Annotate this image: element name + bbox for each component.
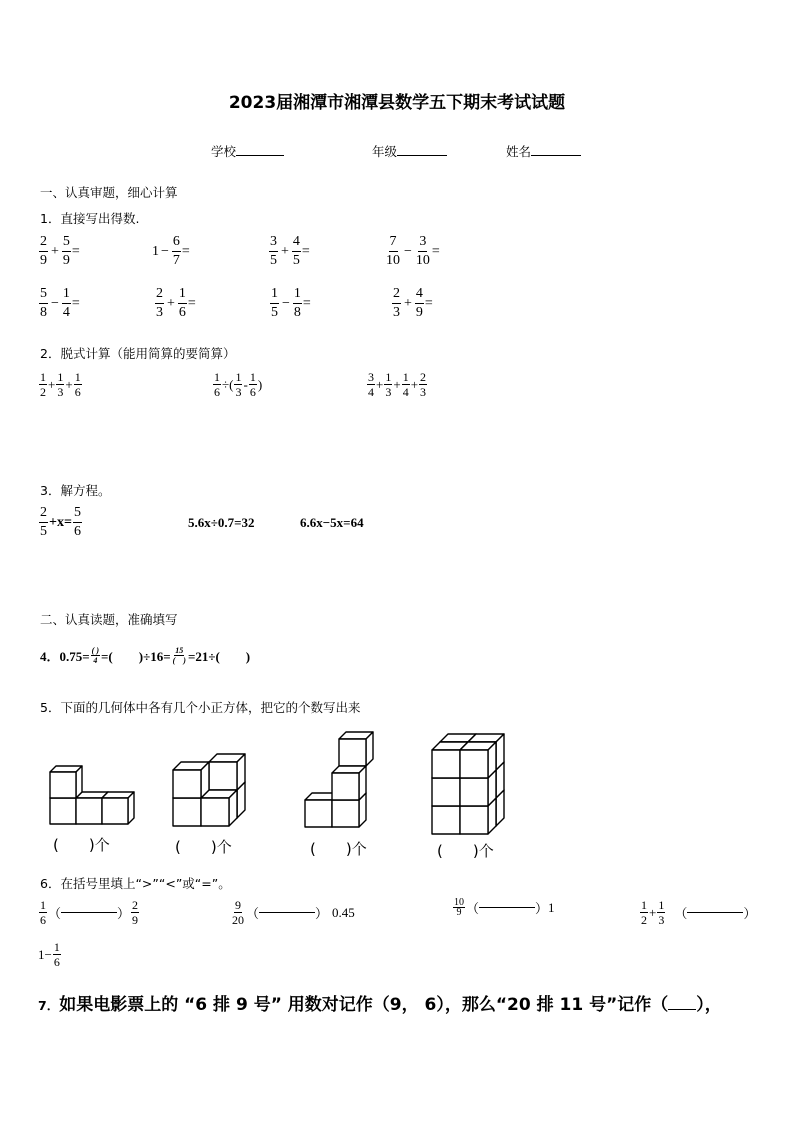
q7 [38, 990, 722, 1015]
equals: = [301, 243, 310, 259]
frac-den: 3 [57, 385, 64, 399]
q7-text: 如果电影票上的 “6 排 9 号” 用数对记作（9， 6），那么“20 排 11 号”记作（ [59, 995, 669, 1015]
q3-label: 3．解方程。 [40, 483, 111, 498]
cube-figure-1-cube [102, 792, 134, 824]
q4-middle: =( )÷16= [101, 649, 171, 664]
frac-den: 5 [40, 524, 47, 539]
q4-tail: =21÷( ) [187, 649, 251, 664]
open-paren: （ [466, 901, 480, 916]
frac-num: 1 [40, 898, 46, 912]
frac-den: 4 [368, 385, 374, 399]
frac-num: 1 [270, 285, 279, 304]
frac-num: 1 [62, 285, 71, 304]
frac-num: 1 [249, 370, 256, 384]
q6-answer-4[interactable] [687, 912, 743, 913]
cube-figure-4 [432, 734, 504, 834]
frac-den: 2 [641, 913, 647, 927]
frac-num: 1 [293, 285, 302, 304]
frac-num: 4 [292, 233, 301, 252]
q5-caption-2[interactable]: ( )个 [175, 838, 232, 856]
cube-figure-1-cube [50, 766, 82, 798]
q7-answer[interactable] [668, 1009, 696, 1010]
q5-caption-3[interactable]: ( )个 [310, 840, 367, 858]
frac-num: 6 [172, 233, 181, 252]
operator: + [649, 904, 657, 920]
frac-num: 2 [132, 898, 139, 912]
frac-num: ( ) [91, 646, 99, 655]
q4-label: 4．0.75= [40, 649, 90, 664]
frac-den: 3 [385, 385, 392, 399]
open-paren: （ [48, 906, 62, 921]
cube-figure-2-cube [201, 790, 237, 826]
frac-den: 6 [40, 913, 46, 927]
q7-close: ）， [696, 995, 722, 1015]
frac-den: 8 [293, 305, 301, 320]
cube-figure-3 [305, 732, 373, 827]
frac-num: 7 [389, 233, 398, 252]
equals: = [71, 243, 80, 259]
frac-den: 9 [456, 907, 462, 918]
frac-num: 1 [641, 898, 647, 912]
q6-answer-3[interactable] [479, 907, 535, 908]
q2-label: 2．脱式计算（能用简算的要简算） [40, 346, 236, 361]
close-paren: ） [315, 906, 329, 921]
open-paren: （ [246, 906, 260, 921]
frac-den: 6 [249, 385, 256, 399]
close-paren: ） [743, 906, 757, 921]
close-paren: ) [257, 376, 263, 392]
frac-num: 9 [235, 898, 241, 912]
whole-number: 1 [152, 243, 159, 259]
name-label: 姓名 [506, 144, 532, 159]
close-paren: ） [535, 901, 549, 916]
frac-den: 4 [402, 385, 409, 399]
frac-den: 8 [40, 305, 47, 320]
operator: − [161, 243, 169, 259]
frac-num: 1 [214, 370, 220, 384]
cube-figure-4-cube [460, 742, 496, 778]
frac-den: 5 [292, 253, 300, 268]
operator: + [51, 243, 59, 259]
frac-num: 1 [53, 940, 60, 954]
frac-den: 3 [235, 385, 242, 399]
operator: + [376, 376, 384, 392]
operator: + [48, 376, 56, 392]
frac-den: 9 [62, 253, 70, 268]
equals: = [431, 243, 440, 259]
frac-den: 6 [53, 955, 60, 969]
frac-den: 7 [172, 253, 180, 268]
frac-den: 3 [156, 305, 163, 320]
frac-den: 6 [73, 524, 81, 539]
frac-num: 2 [392, 285, 401, 304]
operator: + [410, 376, 419, 392]
operator: - [243, 376, 248, 392]
frac-den: 3 [658, 913, 665, 927]
frac-den: 20 [232, 913, 244, 927]
page-title: 2023届湘潭市湘潭县数学五下期末考试试题 [228, 93, 566, 113]
frac-den: 10 [415, 253, 430, 268]
q5-caption-4[interactable]: ( )个 [437, 842, 494, 860]
frac-den: 5 [270, 253, 277, 268]
frac-num: 1 [385, 370, 392, 384]
frac-den: 9 [40, 253, 47, 268]
frac-num: 1 [57, 370, 64, 384]
frac-num: 15 [175, 646, 184, 655]
equation-middle: +x= [49, 514, 72, 530]
frac-num: 1 [235, 370, 242, 384]
q3-equation-3: 6.6x−5x=64 [300, 515, 364, 530]
q5-caption-1[interactable]: ( )个 [53, 836, 110, 854]
q7-number: 7． [38, 998, 60, 1013]
equals: = [187, 295, 196, 311]
frac-den: 4 [62, 305, 70, 320]
grade-label: 年级 [372, 144, 398, 159]
q6-answer-2[interactable] [259, 912, 315, 913]
operator: + [393, 376, 401, 392]
frac-num: 2 [39, 233, 48, 252]
equals: = [424, 295, 433, 311]
compare-value: 1 [548, 899, 555, 915]
q6-label: 6．在括号里填上“>”“<”或“=”。 [40, 876, 231, 891]
frac-num: 5 [73, 504, 82, 523]
frac-den: 6 [214, 385, 220, 399]
frac-num: 3 [269, 233, 278, 252]
operator: − [51, 295, 59, 311]
frac-den: 9 [132, 913, 139, 927]
section-1-heading: 一、认真审题，细心计算 [40, 185, 178, 200]
frac-den: 6 [178, 305, 186, 320]
q5-label: 5．下面的几何体中各有几个小正方体，把它的个数写出来 [40, 700, 361, 715]
open-paren: （ [674, 906, 688, 921]
operator: + [167, 295, 175, 311]
frac-num: 2 [420, 370, 427, 384]
q6-item-1 [38, 898, 140, 927]
operator: + [404, 295, 412, 311]
q3-equation-2: 5.6x÷0.7=32 [188, 515, 255, 530]
cube-figure-2-cube [209, 754, 245, 790]
operator: + [281, 243, 289, 259]
q6-item-2 [230, 898, 355, 927]
frac-num: 1 [178, 285, 187, 304]
school-label: 学校 [211, 144, 237, 159]
frac-num: 10 [454, 897, 464, 908]
frac-den: ( ) [172, 656, 186, 665]
frac-den: 9 [415, 305, 423, 320]
frac-den: 5 [271, 305, 278, 320]
frac-num: 1 [658, 898, 665, 912]
q6-item-4 [639, 898, 756, 927]
frac-num: 5 [62, 233, 71, 252]
equals: = [302, 295, 311, 311]
frac-den: 3 [393, 305, 400, 320]
cube-figure-1 [50, 766, 134, 824]
frac-num: 3 [368, 370, 374, 384]
frac-den: 3 [420, 385, 427, 399]
frac-den: 2 [40, 385, 46, 399]
section-2-heading: 二、认真读题，准确填写 [40, 612, 178, 627]
cube-figure-3-cube [339, 732, 373, 766]
compare-value: 0.45 [332, 904, 355, 920]
cube-figure-2-cube [173, 762, 209, 798]
frac-num: 1 [74, 370, 81, 384]
operator: − [404, 243, 412, 259]
q6-answer-1[interactable] [61, 912, 117, 913]
close-paren: ） [117, 906, 131, 921]
frac-num: 4 [415, 285, 424, 304]
frac-den: 4 [93, 656, 98, 665]
operator: + [65, 376, 73, 392]
frac-den: 10 [386, 253, 400, 268]
cube-figure-2 [173, 754, 245, 826]
whole-number: 1− [38, 946, 52, 962]
frac-num: 2 [39, 504, 48, 523]
frac-num: 1 [402, 370, 409, 384]
cube-figure-3-cube [332, 766, 366, 800]
frac-num: 5 [39, 285, 48, 304]
q1-label: 1．直接写出得数. [40, 211, 140, 226]
equals: = [71, 295, 80, 311]
frac-num: 1 [40, 370, 46, 384]
equals: = [181, 243, 190, 259]
frac-num: 3 [418, 233, 427, 252]
operator: − [282, 295, 290, 311]
frac-num: 2 [155, 285, 164, 304]
operator: ÷( [222, 376, 234, 392]
frac-den: 6 [74, 385, 81, 399]
q6-item-3 [452, 898, 555, 917]
q6-item-5 [38, 940, 62, 969]
